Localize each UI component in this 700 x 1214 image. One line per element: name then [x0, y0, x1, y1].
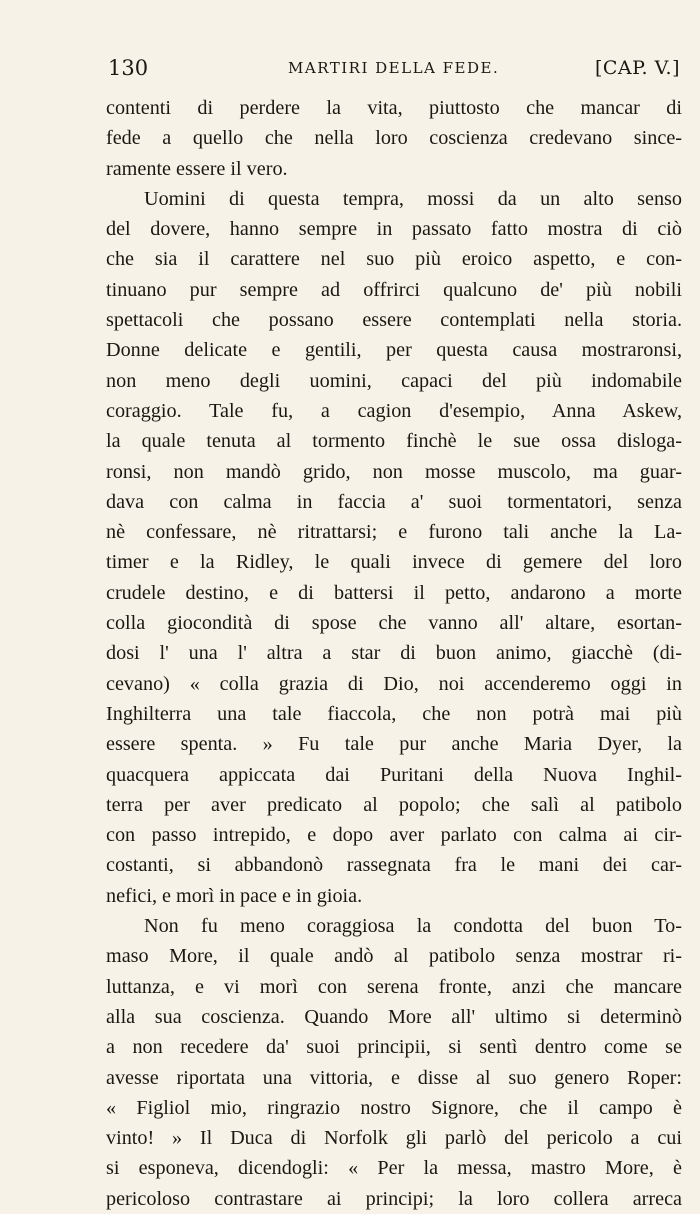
- text-line: Non fu meno coraggiosa la condotta del buon To-: [144, 915, 682, 938]
- text-line: colla giocondità di spose che vanno all' altare, esortan-: [106, 612, 682, 635]
- text-line: « Figliol mio, ringrazio nostro Signore, che il campo è: [106, 1096, 682, 1119]
- text-line: Donne delicate e gentili, per questa causa mostraronsi,: [106, 339, 682, 362]
- text-line: tinuano pur sempre ad offrirci qualcuno de' più nobili: [106, 278, 682, 301]
- paragraph: [106, 184, 682, 911]
- text-line: costanti, si abbandonò rassegnata fra le mani dei car-: [106, 854, 682, 877]
- text-line: vinto! » Il Duca di Norfolk gli parlò del pericolo a cui: [106, 1127, 682, 1150]
- text-line: crudele destino, e di battersi il petto, andarono a morte: [106, 581, 682, 604]
- paragraph: [106, 911, 682, 1214]
- text-line: contenti di perdere la vita, piuttosto che mancar di: [106, 97, 682, 119]
- text-line: con passo intrepido, e dopo aver parlato con calma ai cir-: [106, 824, 682, 847]
- paragraph: [106, 93, 682, 184]
- text-line: Inghilterra una tale fiaccola, che non potrà mai più: [106, 702, 682, 725]
- text-line: Uomini di questa tempra, mossi da un alto senso: [144, 187, 682, 210]
- text-line: coraggio. Tale fu, a cagion d'esempio, Anna Askew,: [106, 399, 682, 422]
- chapter-label: [CAP. V.]: [594, 57, 680, 79]
- text-line: luttanza, e vi morì con serena fronte, anzi che mancare: [106, 975, 682, 998]
- running-title: MARTIRI DELLA FEDE.: [288, 59, 500, 77]
- text-line: del dovere, hanno sempre in passato fatto mostra di ciò: [106, 218, 682, 241]
- text-line: ronsi, non mandò grido, non mosse muscolo, ma guar-: [106, 460, 682, 483]
- text-line: a non recedere da' suoi principii, si sentì dentro come se: [106, 1036, 682, 1059]
- text-line: nè confessare, nè ritrattarsi; e furono tali anche la La-: [106, 521, 682, 544]
- text-line: non meno degli uomini, capaci del più indomabile: [106, 369, 682, 392]
- text-line: pericoloso contrastare ai principi; la loro collera arreca: [106, 1187, 682, 1210]
- text-line: dava con calma in faccia a' suoi tormentatori, senza: [106, 490, 682, 513]
- text-line: terra per aver predicato al popolo; che salì al patibolo: [106, 793, 682, 816]
- text-line: si esponeva, dicendogli: « Per la messa, mastro More, è: [106, 1157, 682, 1180]
- text-line: fede a quello che nella loro coscienza credevano since-: [106, 127, 682, 150]
- text-line: essere spenta. » Fu tale pur anche Maria Dyer, la: [106, 733, 682, 756]
- page-number: 130: [108, 56, 149, 80]
- running-header: [108, 56, 680, 86]
- body-text: [106, 93, 682, 1214]
- text-line: timer e la Ridley, le quali invece di gemere del loro: [106, 551, 682, 574]
- text-line: nefici, e morì in pace e in gioia.: [106, 884, 363, 907]
- text-line: alla sua coscienza. Quando More all' ultimo si determinò: [106, 1005, 682, 1028]
- text-line: cevano) « colla grazia di Dio, noi accenderemo oggi in: [106, 672, 682, 695]
- text-line: quacquera appiccata dai Puritani della Nuova Inghil-: [106, 763, 682, 786]
- text-line: maso More, il quale andò al patibolo senza mostrar ri-: [106, 945, 682, 968]
- text-line: dosi l' una l' altra a star di buon animo, giacchè (di-: [106, 642, 682, 665]
- text-line: spettacoli che possano essere contemplati nella storia.: [106, 309, 682, 332]
- text-line: avesse riportata una vittoria, e disse al suo genero Roper:: [106, 1066, 682, 1089]
- text-line: ramente essere il vero.: [106, 157, 288, 180]
- text-line: che sia il carattere nel suo più eroico aspetto, e con-: [106, 248, 682, 271]
- text-line: la quale tenuta al tormento finchè le sue ossa disloga-: [106, 430, 682, 453]
